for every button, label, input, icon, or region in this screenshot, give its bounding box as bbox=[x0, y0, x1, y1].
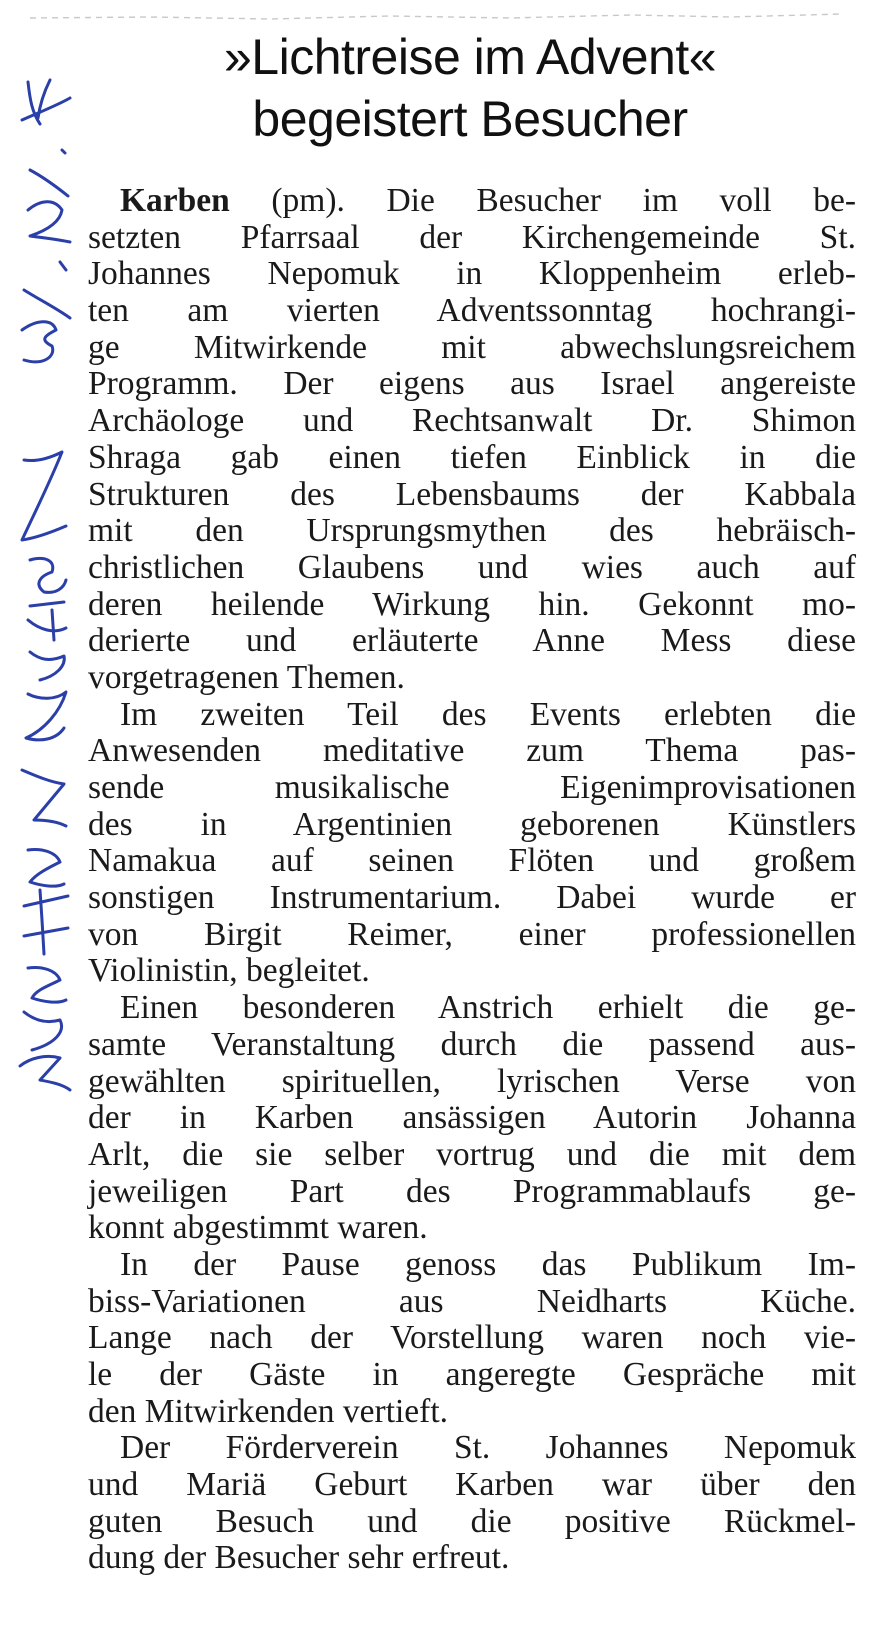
article-line-text: Arlt, die sie selber vortrug und die mit dem bbox=[88, 1135, 856, 1173]
article-line bbox=[88, 697, 856, 734]
article-line bbox=[88, 256, 856, 293]
article-line-text: gewählten spirituellen, lyrischen Verse von bbox=[88, 1062, 856, 1100]
article-line-text: Archäologe und Rechtsanwalt Dr. Shimon bbox=[88, 402, 856, 440]
article-line-text: Lange nach der Vorstellung waren noch vie- bbox=[88, 1319, 856, 1357]
headline-line-2: begeistert Besucher bbox=[252, 91, 688, 147]
article-line bbox=[88, 330, 856, 367]
article-line bbox=[88, 220, 856, 257]
article-line-text: von Birgit Reimer, einer professionellen bbox=[88, 915, 856, 953]
article-line-text: setzten Pfarrsaal der Kirchengemeinde St. bbox=[88, 218, 856, 256]
article-line bbox=[88, 1320, 856, 1357]
article-line-text: des in Argentinien geborenen Künstlers bbox=[88, 805, 856, 843]
article-line-text: Violinistin, begleitet. bbox=[88, 952, 370, 990]
article-line-text: sende musikalische Eigenimprovisationen bbox=[88, 769, 856, 806]
article-line-text: Anwesenden meditative zum Thema pas- bbox=[88, 732, 856, 770]
article-line-text: und Mariä Geburt Karben war über den bbox=[88, 1466, 856, 1504]
article-line-text: der in Karben ansässigen Autorin Johanna bbox=[88, 1099, 856, 1137]
article-line bbox=[88, 550, 856, 587]
clipping-edge bbox=[30, 10, 842, 22]
headline-line-1: »Lichtreise im Advent« bbox=[223, 29, 717, 85]
article-line bbox=[88, 1357, 856, 1394]
article-line bbox=[88, 1467, 856, 1504]
article-line-text: deren heilende Wirkung hin. Gekonnt mo- bbox=[88, 585, 856, 623]
dateline: Karben bbox=[120, 182, 230, 219]
article-line-text: Im zweiten Teil des Events erlebten die bbox=[120, 695, 856, 733]
article-line-text: Programm. Der eigens aus Israel angereiste bbox=[88, 365, 856, 403]
article-line bbox=[88, 293, 856, 330]
article-line bbox=[88, 843, 856, 880]
article-line-text: Shraga gab einen tiefen Einblick in die bbox=[88, 438, 856, 476]
article-line-text: sonstigen Instrumentarium. Dabei wurde er bbox=[88, 879, 856, 917]
article-line bbox=[88, 1210, 856, 1247]
article-line bbox=[88, 953, 856, 990]
article-line-text: mit den Ursprungsmythen des hebräisch- bbox=[88, 512, 856, 550]
article-line bbox=[88, 477, 856, 514]
article-line-text: jeweiligen Part des Programmablaufs ge- bbox=[88, 1172, 856, 1210]
article-line bbox=[88, 403, 856, 440]
handwriting-strokes bbox=[20, 80, 70, 1090]
article-line-text: derierte und erläuterte Anne Mess diese bbox=[88, 622, 856, 660]
article-line bbox=[88, 623, 856, 660]
article-line bbox=[88, 1174, 856, 1211]
article-line bbox=[88, 990, 856, 1027]
article-line bbox=[88, 513, 856, 550]
article-line bbox=[88, 1394, 856, 1431]
article-line bbox=[88, 587, 856, 624]
article-line bbox=[88, 440, 856, 477]
headline bbox=[120, 26, 820, 150]
article-line bbox=[88, 880, 856, 917]
article-line-text: vorgetragenen Themen. bbox=[88, 658, 405, 696]
article-line bbox=[88, 1027, 856, 1064]
article-line bbox=[88, 1064, 856, 1101]
article-line bbox=[88, 807, 856, 844]
article-line-text: konnt abgestimmt waren. bbox=[88, 1209, 428, 1247]
article-line-text: christlichen Glaubens und wies auch auf bbox=[88, 548, 856, 586]
article-line-text: dung der Besucher sehr erfreut. bbox=[88, 1539, 510, 1577]
article-line-text: (pm). Die Besucher im voll be- bbox=[229, 182, 856, 219]
article-line-text: Namakua auf seinen Flöten und großem bbox=[88, 842, 856, 880]
article-line bbox=[88, 1100, 856, 1137]
article-line bbox=[88, 1504, 856, 1541]
article-line-text: samte Veranstaltung durch die passend aus- bbox=[88, 1025, 856, 1063]
article-line-text: guten Besuch und die positive Rückmel- bbox=[88, 1502, 856, 1540]
article-body bbox=[88, 183, 856, 1577]
article-line-text: le der Gäste in angeregte Gespräche mit bbox=[88, 1356, 856, 1393]
article-line bbox=[88, 1284, 856, 1321]
article-line-text: Einen besonderen Anstrich erhielt die ge- bbox=[120, 989, 856, 1027]
article-line bbox=[88, 1430, 856, 1467]
article-line bbox=[88, 660, 856, 697]
article-line-text: den Mitwirkenden vertieft. bbox=[88, 1392, 449, 1430]
article-line-text: Johannes Nepomuk in Kloppenheim erleb- bbox=[88, 255, 856, 293]
article-line-text: ten am vierten Adventssonntag hochrangi- bbox=[88, 292, 856, 330]
article-line-text: ge Mitwirkende mit abwechslungsreichem bbox=[88, 328, 856, 366]
article-line-text: biss-Variationen aus Neidharts Küche. bbox=[88, 1282, 856, 1320]
article-line bbox=[88, 733, 856, 770]
article-line bbox=[88, 366, 856, 403]
article-line-text: Der Förderverein St. Johannes Nepomuk bbox=[120, 1429, 856, 1467]
article-line bbox=[88, 770, 856, 807]
article-line bbox=[88, 1247, 856, 1284]
article-line bbox=[88, 1540, 856, 1577]
article-line-text: Strukturen des Lebensbaums der Kabbala bbox=[88, 475, 856, 513]
article-line bbox=[88, 1137, 856, 1174]
article-line bbox=[88, 917, 856, 954]
article-line-text: In der Pause genoss das Publikum Im- bbox=[120, 1245, 856, 1283]
article-line bbox=[88, 183, 856, 220]
handwritten-note bbox=[0, 0, 90, 1100]
